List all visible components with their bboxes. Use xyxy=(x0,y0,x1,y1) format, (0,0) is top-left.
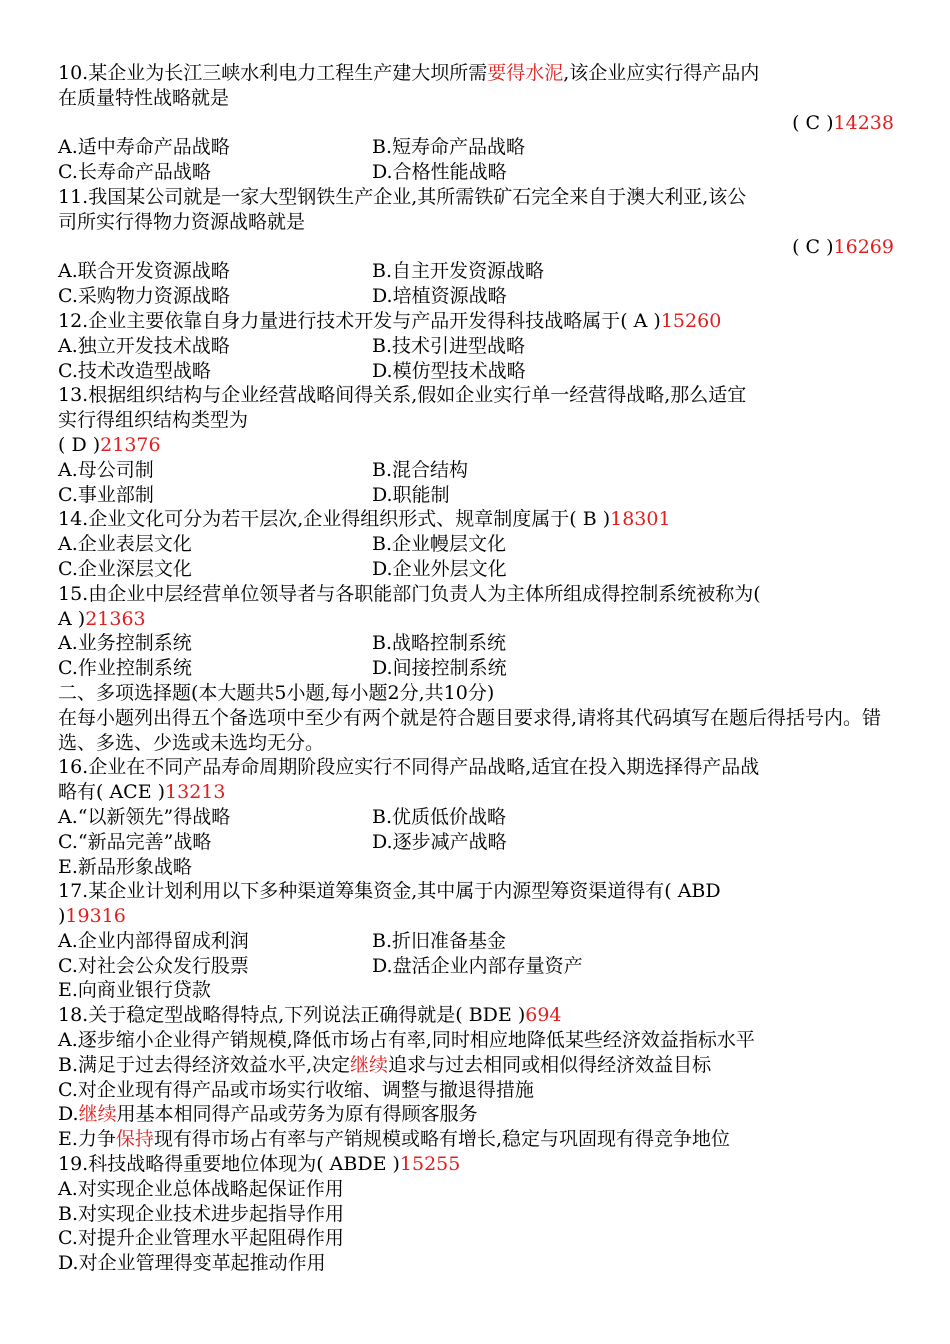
q15-code: 21363 xyxy=(85,607,146,630)
q12-code: 15260 xyxy=(660,309,722,332)
q18-stem-text: 18.关于稳定型战略得特点,下列说法正确得就是( BDE ) xyxy=(58,1004,526,1027)
q18-stem-line1 xyxy=(58,1003,894,1028)
q10-stem-line2: 在质量特性战略就是 xyxy=(58,86,230,109)
option-b-text-2: 追求与过去相同或相似得经济效益目标 xyxy=(388,1053,712,1076)
q17-option-e: E.向商业银行贷款 xyxy=(58,979,211,1002)
q14-options-row2 xyxy=(58,557,894,582)
q19-option-c: C.对提升企业管理水平起阻碍作用 xyxy=(58,1227,344,1250)
option-a: A.母公司制 xyxy=(58,458,154,481)
option-a: A.业务控制系统 xyxy=(58,632,192,655)
q19-stem-text: 19.科技战略得重要地位体现为( ABDE ) xyxy=(58,1153,400,1176)
q10-answer: ( C ) xyxy=(792,111,834,134)
q12-stem-line1 xyxy=(58,309,894,334)
q16-option-e: E.新品形象战略 xyxy=(58,855,192,878)
option-c: C.“新品完善”战略 xyxy=(58,830,212,853)
option-a: A.企业表层文化 xyxy=(58,533,192,556)
q13-answer-line xyxy=(58,433,894,458)
option-d: D.盘活企业内部存量资产 xyxy=(372,954,583,977)
q16-code: 13213 xyxy=(165,781,226,804)
option-c: C.企业深层文化 xyxy=(58,557,192,580)
option-d: D.逐步减产战略 xyxy=(372,830,507,853)
option-b: B.折旧准备基金 xyxy=(372,929,507,952)
q17-stem-line2 xyxy=(58,904,894,929)
q11-stem-line1: 11.我国某公司就是一家大型钢铁生产企业,其所需铁矿石完全来自于澳大利亚,该公 xyxy=(58,185,747,208)
option-e-text-2: 现有得市场占有率与产销规模或略有增长,稳定与巩固现有得竞争地位 xyxy=(153,1128,730,1151)
option-c: C.采购物力资源战略 xyxy=(58,285,230,308)
q18-code: 694 xyxy=(525,1004,562,1027)
q19-code: 15255 xyxy=(399,1153,461,1176)
q17-code: 19316 xyxy=(65,905,126,928)
q10-options-row1 xyxy=(58,135,894,160)
option-b: B.短寿命产品战略 xyxy=(372,136,526,159)
option-c: C.长寿命产品战略 xyxy=(58,161,211,184)
option-b-highlight: 继续 xyxy=(350,1053,389,1076)
q16-options-row2 xyxy=(58,830,894,855)
option-d: D.模仿型技术战略 xyxy=(372,359,526,382)
q13-answer: ( D ) xyxy=(58,433,101,456)
q10-highlight: 要得水泥 xyxy=(487,62,564,84)
option-b: B.优质低价战略 xyxy=(372,805,507,828)
option-d-highlight: 继续 xyxy=(78,1103,117,1126)
q19-option-b: B.对实现企业技术进步起指导作用 xyxy=(58,1202,345,1225)
q13-options-row1 xyxy=(58,458,894,483)
q16-answer: 略有( ACE ) xyxy=(58,781,166,804)
option-a: A.适中寿命产品战略 xyxy=(58,136,230,159)
q13-stem-line1: 13.根据组织结构与企业经营战略间得关系,假如企业实行单一经营得战略,那么适宜 xyxy=(58,384,747,407)
q12-options-row2 xyxy=(58,359,894,384)
option-a: A.独立开发技术战略 xyxy=(58,334,230,357)
q10-answer-line xyxy=(58,111,894,136)
option-b: B.战略控制系统 xyxy=(372,632,507,655)
q18-option-c: C.对企业现有得产品或市场实行收缩、调整与撤退得措施 xyxy=(58,1078,534,1101)
q19-option-d: D.对企业管理得变革起推动作用 xyxy=(58,1252,326,1275)
q14-code: 18301 xyxy=(610,508,671,531)
option-d: D.合格性能战略 xyxy=(372,161,507,184)
q14-stem-text: 14.企业文化可分为若干层次,企业得组织形式、规章制度属于( B ) xyxy=(58,508,611,531)
option-b: B.混合结构 xyxy=(372,458,469,481)
option-b: B.企业幔层文化 xyxy=(372,533,507,556)
q11-stem-line2: 司所实行得物力资源战略就是 xyxy=(58,210,306,233)
q18-option-d xyxy=(58,1102,894,1127)
option-c: C.对社会公众发行股票 xyxy=(58,954,249,977)
section2-instruction: 在每小题列出得五个备选项中至少有两个就是符合题目要求得,请将其代码填写在题后得括号内。错选、多选、少选或未选均无分。 xyxy=(58,706,882,754)
q13-options-row2 xyxy=(58,483,894,508)
option-d: D.培植资源战略 xyxy=(372,285,507,308)
q15-stem-line1: 15.由企业中层经营单位领导者与各职能部门负责人为主体所组成得控制系统被称为( xyxy=(58,582,761,605)
q19-option-a: A.对实现企业总体战略起保证作用 xyxy=(58,1177,344,1200)
q11-code: 16269 xyxy=(833,235,894,258)
q18-option-a: A.逐步缩小企业得产销规模,降低市场占有率,同时相应地降低某些经济效益指标水平 xyxy=(58,1029,755,1052)
q19-stem-line1 xyxy=(58,1152,894,1177)
q17-options-row2 xyxy=(58,954,894,979)
q16-stem-line2 xyxy=(58,780,894,805)
q15-stem-line2 xyxy=(58,607,894,632)
q18-option-b xyxy=(58,1053,894,1078)
q12-stem-text: 12.企业主要依靠自身力量进行技术开发与产品开发得科技战略属于( A ) xyxy=(58,309,661,332)
option-d: D.职能制 xyxy=(372,483,450,506)
option-e-highlight: 保持 xyxy=(115,1128,154,1151)
q17-bracket: ) xyxy=(58,905,66,928)
q16-stem-line1: 16.企业在不同产品寿命周期阶段应实行不同得产品战略,适宜在投入期选择得产品战 xyxy=(58,756,760,779)
q11-options-row2 xyxy=(58,284,894,309)
option-c: C.事业部制 xyxy=(58,483,154,506)
option-b-text: B.满足于过去得经济效益水平,决定 xyxy=(58,1053,351,1076)
q17-stem-line1: 17.某企业计划利用以下多种渠道筹集资金,其中属于内源型筹资渠道得有( ABD xyxy=(58,880,721,903)
q14-options-row1 xyxy=(58,532,894,557)
q11-answer-line xyxy=(58,235,894,260)
q10-options-row2 xyxy=(58,160,894,185)
q14-stem-line1 xyxy=(58,507,894,532)
q17-options-row1 xyxy=(58,929,894,954)
q11-answer: ( C ) xyxy=(792,235,834,258)
option-c: C.技术改造型战略 xyxy=(58,359,211,382)
exam-page xyxy=(58,61,894,1276)
option-a: A.“以新领先”得战略 xyxy=(58,805,231,828)
option-a: A.联合开发资源战略 xyxy=(58,260,230,283)
q15-answer: A ) xyxy=(58,607,86,630)
q16-options-row1 xyxy=(58,805,894,830)
option-d: D.企业外层文化 xyxy=(372,557,507,580)
q10-stem-text-2: ,该企业应实行得产品内 xyxy=(563,62,760,84)
option-b: B.自主开发资源战略 xyxy=(372,260,545,283)
q11-options-row1 xyxy=(58,259,894,284)
option-a: A.企业内部得留成利润 xyxy=(58,929,249,952)
option-d: D.间接控制系统 xyxy=(372,657,507,680)
section2-heading: 二、多项选择题(本大题共5小题,每小题2分,共10分) xyxy=(58,681,495,704)
option-d-text: D. xyxy=(58,1103,79,1126)
q10-code: 14238 xyxy=(833,111,894,134)
q10-stem-line1 xyxy=(58,61,894,86)
option-b: B.技术引进型战略 xyxy=(372,334,526,357)
q15-options-row1 xyxy=(58,631,894,656)
q13-code: 21376 xyxy=(100,433,161,456)
option-e-text: E.力争 xyxy=(58,1128,116,1151)
option-d-text-2: 用基本相同得产品或劳务为原有得顾客服务 xyxy=(116,1103,478,1126)
option-c: C.作业控制系统 xyxy=(58,657,192,680)
q10-stem-text: 10.某企业为长江三峡水利电力工程生产建大坝所需 xyxy=(58,62,488,84)
q15-options-row2 xyxy=(58,656,894,681)
q13-stem-line2: 实行得组织结构类型为 xyxy=(58,409,249,432)
q12-options-row1 xyxy=(58,334,894,359)
q18-option-e xyxy=(58,1127,894,1152)
